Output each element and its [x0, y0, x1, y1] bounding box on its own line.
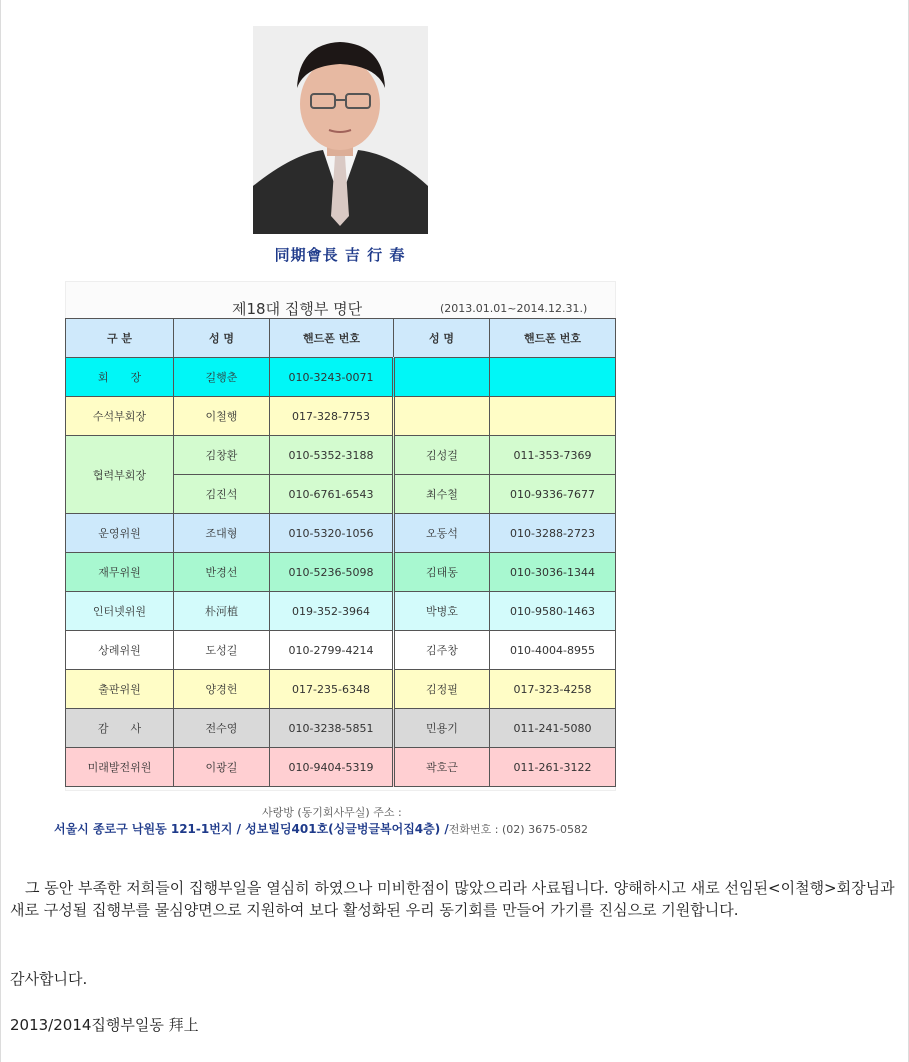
phone-cell [490, 358, 616, 397]
chairman-photo [253, 26, 428, 234]
phone-cell: 017-328-7753 [270, 397, 394, 436]
address-main: 서울시 종로구 낙원동 121-1번지 / 성보빌딩401호(싱글벙글복어집4층) / [54, 822, 449, 836]
phone-cell: 011-261-3122 [490, 748, 616, 787]
phone-cell: 010-6761-6543 [270, 475, 394, 514]
phone-cell: 010-3238-5851 [270, 709, 394, 748]
name-cell: 오동석 [394, 514, 490, 553]
portrait-icon [253, 26, 428, 234]
role-cell: 미래발전위원 [66, 748, 174, 787]
roster-period: (2013.01.01~2014.12.31.) [440, 302, 588, 315]
name-cell: 김주창 [394, 631, 490, 670]
name-cell [394, 358, 490, 397]
role-cell: 인터넷위원 [66, 592, 174, 631]
table-row [66, 358, 616, 397]
name-cell [394, 397, 490, 436]
name-cell: 전수영 [174, 709, 270, 748]
thanks-text: 감사합니다. [10, 970, 88, 988]
table-row [66, 436, 616, 475]
name-cell: 김정필 [394, 670, 490, 709]
phone-cell: 017-323-4258 [490, 670, 616, 709]
roster-table [65, 318, 616, 787]
name-cell: 이철행 [174, 397, 270, 436]
role-cell: 운영위원 [66, 514, 174, 553]
phone-cell: 011-241-5080 [490, 709, 616, 748]
role-cell: 수석부회장 [66, 397, 174, 436]
name-cell: 김태동 [394, 553, 490, 592]
phone-cell: 010-9580-1463 [490, 592, 616, 631]
phone-cell: 010-5236-5098 [270, 553, 394, 592]
name-cell: 곽호근 [394, 748, 490, 787]
table-row [66, 514, 616, 553]
header-name: 성 명 [174, 319, 270, 358]
phone-cell: 010-9336-7677 [490, 475, 616, 514]
header-name-2: 성 명 [394, 319, 490, 358]
chairman-caption: 同期會長 吉 行 春 [274, 246, 406, 264]
header-phone-2: 핸드폰 번호 [490, 319, 616, 358]
phone-cell: 010-5320-1056 [270, 514, 394, 553]
table-row [66, 553, 616, 592]
roster-title: 제18대 집행부 명단 [232, 300, 363, 318]
name-cell: 도성길 [174, 631, 270, 670]
phone-cell: 010-3243-0071 [270, 358, 394, 397]
name-cell: 이광길 [174, 748, 270, 787]
signature: 2013/2014집행부일동 拜上 [10, 1016, 199, 1034]
name-cell: 길행춘 [174, 358, 270, 397]
name-cell: 박병호 [394, 592, 490, 631]
role-cell: 회 장 [66, 358, 174, 397]
phone-cell: 010-3288-2723 [490, 514, 616, 553]
phone-cell: 010-5352-3188 [270, 436, 394, 475]
role-cell: 출판위원 [66, 670, 174, 709]
table-row [66, 631, 616, 670]
phone-cell: 010-3036-1344 [490, 553, 616, 592]
phone-cell [490, 397, 616, 436]
name-cell: 김진석 [174, 475, 270, 514]
table-row [66, 709, 616, 748]
name-cell: 반경선 [174, 553, 270, 592]
phone-cell: 010-2799-4214 [270, 631, 394, 670]
table-row [66, 397, 616, 436]
header-division: 구 분 [66, 319, 174, 358]
name-cell: 김성걸 [394, 436, 490, 475]
table-row [66, 748, 616, 787]
farewell-message: 그 동안 부족한 저희들이 집행부일을 열심히 하였으나 미비한점이 많았으리라 사료됩니다. 양해하시고 새로 선임된<이철행>회장님과 새로 구성될 집행부를 물심양면으로 지원하여 보다 활성화된 우리 동기회를 만들어 가기를 진심으로 기원합니다. [10, 879, 895, 919]
table-row [66, 670, 616, 709]
role-cell: 재무위원 [66, 553, 174, 592]
phone-cell: 010-9404-5319 [270, 748, 394, 787]
phone-cell: 019-352-3964 [270, 592, 394, 631]
role-cell: 감 사 [66, 709, 174, 748]
role-cell: 협력부회장 [66, 436, 174, 514]
name-cell: 朴河植 [174, 592, 270, 631]
name-cell: 민용기 [394, 709, 490, 748]
name-cell: 양경헌 [174, 670, 270, 709]
address-label: 사랑방 (동기회사무실) 주소 : [262, 806, 402, 819]
name-cell: 김창환 [174, 436, 270, 475]
phone-cell: 010-4004-8955 [490, 631, 616, 670]
phone-cell: 011-353-7369 [490, 436, 616, 475]
header-phone: 핸드폰 번호 [270, 319, 394, 358]
phone-cell: 017-235-6348 [270, 670, 394, 709]
table-header-row [66, 319, 616, 358]
office-phone: 전화번호 : (02) 3675-0582 [448, 823, 589, 836]
name-cell: 최수철 [394, 475, 490, 514]
name-cell: 조대형 [174, 514, 270, 553]
table-row [66, 592, 616, 631]
role-cell: 상례위원 [66, 631, 174, 670]
address-line [54, 820, 588, 837]
